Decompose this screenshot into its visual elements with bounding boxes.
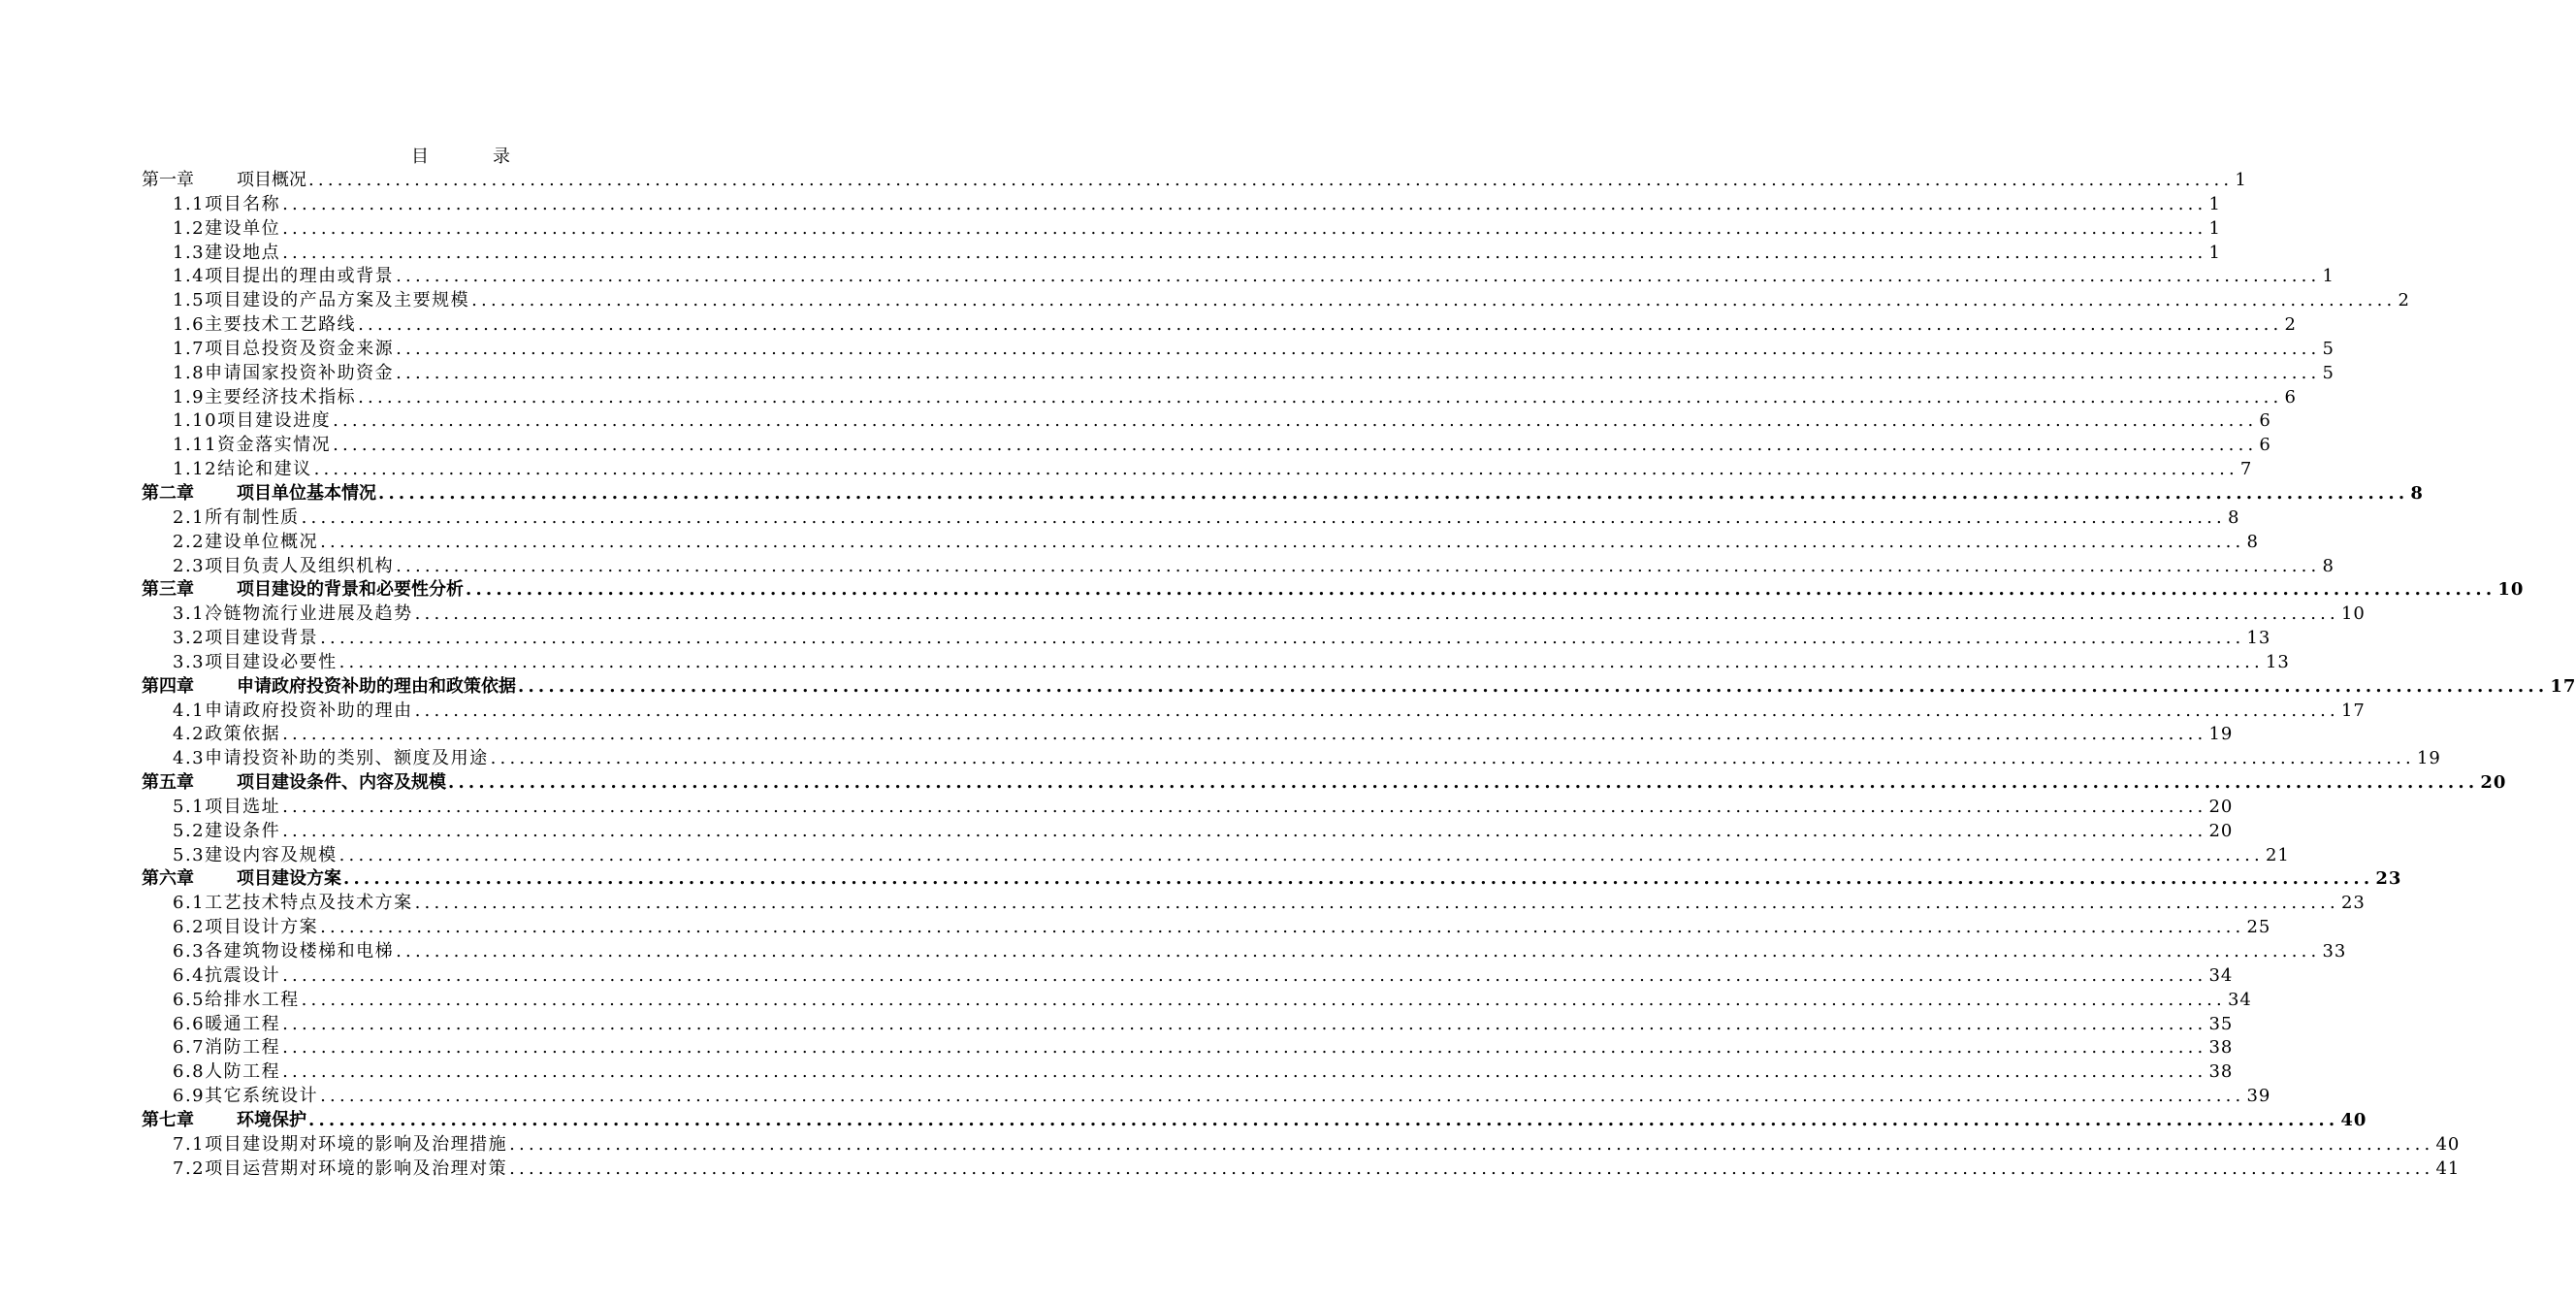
toc-leader-dots: ........................................................................................................................................................................................................ [471,290,2397,311]
toc-chapter-text: 环境保护 [237,1109,306,1130]
toc-page-number: 10 [2497,579,2525,601]
toc-leader-dots: ........................................................................................................................................................................................................ [313,459,2238,480]
toc-leader-dots: ........................................................................................................................................................................................................ [509,1133,2434,1155]
toc-leader-dots: ........................................................................................................................................................................................................ [414,700,2339,721]
toc-chapter-text: 项目概况 [237,170,306,190]
toc-chapter-text: 项目建设条件、内容及规模 [237,772,446,794]
toc-chapter-entry[interactable] [142,482,2424,506]
toc-leader-dots: ........................................................................................................................................................................................................ [282,217,2207,239]
toc-page-number: 33 [2322,941,2347,962]
toc-section-title: 6.7消防工程 [173,1037,281,1059]
toc-section-entry[interactable] [142,1036,2234,1060]
toc-page-number: 38 [2208,1037,2234,1059]
toc-page-number: 20 [2480,772,2507,794]
toc-section-title: 2.3项目负责人及组织机构 [173,555,395,576]
toc-chapter-entry[interactable] [142,771,2507,796]
toc-section-entry[interactable] [142,1060,2234,1085]
toc-chapter-title [142,169,306,193]
toc-chapter-title [142,1109,306,1133]
toc-section-title: 4.3申请投资补助的类别、额度及用途 [173,748,489,769]
toc-section-entry[interactable] [142,940,2347,964]
toc-page-number: 1 [2235,170,2247,190]
toc-section-title: 1.4项目提出的理由或背景 [173,266,395,287]
toc-page-number: 8 [2410,482,2424,504]
toc-chapter-title [142,675,516,700]
toc-section-title: 6.3各建筑物设楼梯和电梯 [173,941,395,962]
toc-section-entry[interactable] [142,362,2334,386]
toc-leader-dots: ........................................................................................................................................................................................................ [396,338,2321,359]
toc-section-title: 6.1工艺技术特点及技术方案 [173,893,413,914]
toc-section-entry[interactable] [142,386,2297,410]
toc-section-entry[interactable] [142,989,2252,1013]
toc-leader-dots: ........................................................................................................................................................................................................ [301,506,2226,528]
toc-leader-dots: ........................................................................................................................................................................................................ [518,675,2549,697]
toc-leader-dots: ........................................................................................................................................................................................................ [333,410,2258,432]
toc-chapter-title [142,482,376,506]
toc-chapter-number: 第二章 [142,482,194,504]
toc-leader-dots: ........................................................................................................................................................................................................ [282,193,2207,214]
toc-section-title: 1.2建设单位 [173,217,281,239]
toc-leader-dots: ........................................................................................................................................................................................................ [320,531,2245,552]
toc-section-entry[interactable] [142,700,2366,724]
toc-section-title: 1.8申请国家投资补助资金 [173,362,395,383]
toc-section-title: 3.1冷链物流行业进展及趋势 [173,603,413,625]
toc-leader-dots: ........................................................................................................................................................................................................ [466,579,2496,601]
toc-section-title: 6.5给排水工程 [173,989,300,1010]
toc-leader-dots: ........................................................................................................................................................................................................ [301,989,2226,1010]
toc-section-entry[interactable] [142,603,2366,627]
toc-chapter-text: 项目建设方案 [237,868,341,890]
toc-section-title: 4.1申请政府投资补助的理由 [173,700,413,721]
toc-page-number: 6 [2284,386,2297,408]
toc-chapter-number: 第六章 [142,868,194,890]
toc-page-number: 23 [2340,893,2366,914]
toc-leader-dots: ........................................................................................................................................................................................................ [396,362,2321,383]
toc-section-title: 6.2项目设计方案 [173,917,319,938]
toc-chapter-entry[interactable] [142,675,2576,700]
toc-page-number: 8 [2227,506,2240,528]
toc-page-number: 34 [2227,989,2252,1010]
toc-chapter-title [142,578,464,603]
toc-section-title: 6.4抗震设计 [173,964,281,986]
toc-section-entry[interactable] [142,892,2366,916]
toc-chapter-entry[interactable] [142,169,2247,193]
toc-chapter-entry[interactable] [142,867,2402,892]
toc-section-title: 3.2项目建设背景 [173,628,319,649]
toc-leader-dots: ........................................................................................................................................................................................................ [338,844,2264,865]
toc-leader-dots: ........................................................................................................................................................................................................ [308,170,2234,190]
toc-leader-dots: ........................................................................................................................................................................................................ [308,1109,2339,1130]
toc-leader-dots: ........................................................................................................................................................................................................ [490,748,2415,769]
toc-chapter-text: 项目建设的背景和必要性分析 [237,579,464,601]
toc-section-title: 1.7项目总投资及资金来源 [173,338,395,359]
toc-page-number: 7 [2239,459,2253,480]
toc-chapter-title [142,771,446,796]
toc-chapter-number: 第四章 [142,675,194,697]
toc-leader-dots: ........................................................................................................................................................................................................ [509,1157,2434,1179]
toc-section-title: 2.2建设单位概况 [173,531,319,552]
toc-page-number: 5 [2322,362,2334,383]
toc-section-entry[interactable] [142,555,2334,579]
toc-leader-dots: ........................................................................................................................................................................................................ [396,941,2321,962]
toc-page-number: 13 [2246,628,2271,649]
toc-page-number: 20 [2208,820,2234,841]
toc-section-entry[interactable] [142,289,2410,313]
toc-leader-dots: ........................................................................................................................................................................................................ [448,772,2479,794]
toc-section-title: 7.2项目运营期对环境的影响及治理对策 [173,1157,508,1179]
toc-leader-dots: ........................................................................................................................................................................................................ [282,1037,2207,1059]
toc-leader-dots: ........................................................................................................................................................................................................ [320,917,2245,938]
toc-leader-dots: ........................................................................................................................................................................................................ [282,1013,2207,1034]
toc-section-entry[interactable] [142,242,2221,266]
toc-page-number: 19 [2208,724,2234,745]
toc-section-entry[interactable] [142,844,2290,868]
toc-section-title: 1.1项目名称 [173,193,281,214]
toc-page-number: 8 [2246,531,2259,552]
toc-section-title: 1.12结论和建议 [173,459,312,480]
toc-section-entry[interactable] [142,265,2334,289]
toc-section-entry[interactable] [142,916,2271,940]
toc-section-entry[interactable] [142,1157,2461,1182]
toc-leader-dots: ........................................................................................................................................................................................................ [396,266,2321,287]
toc-page-number: 40 [2340,1109,2367,1130]
toc-leader-dots: ........................................................................................................................................................................................................ [396,555,2321,576]
toc-leader-dots: ........................................................................................................................................................................................................ [282,1061,2207,1083]
toc-section-title: 1.5项目建设的产品方案及主要规模 [173,290,470,311]
toc-section-entry[interactable] [142,434,2271,458]
toc-section-entry[interactable] [142,409,2271,434]
toc-page-number: 38 [2208,1061,2234,1083]
toc-page-number: 5 [2322,338,2334,359]
toc-section-entry[interactable] [142,1013,2234,1037]
toc-page-number: 17 [2340,700,2366,721]
toc-chapter-number: 第三章 [142,579,194,601]
toc-section-entry[interactable] [142,313,2297,338]
toc-chapter-number: 第五章 [142,772,194,794]
toc-chapter-number: 第七章 [142,1109,194,1130]
toc-page-number: 1 [2208,193,2221,214]
toc-section-title: 1.10项目建设进度 [173,410,332,432]
toc-chapter-title [142,867,341,892]
toc-section-entry[interactable] [142,458,2253,482]
toc-chapter-number: 第一章 [142,170,194,190]
toc-title: 目 录 [411,147,533,167]
toc-page-number: 21 [2265,844,2290,865]
toc-leader-dots: ........................................................................................................................................................................................................ [282,724,2207,745]
toc-section-title: 5.3建设内容及规模 [173,844,338,865]
toc-section-title: 1.6主要技术工艺路线 [173,314,357,336]
toc-leader-dots: ........................................................................................................................................................................................................ [320,1086,2245,1107]
toc-page-number: 19 [2416,748,2441,769]
toc-leader-dots: ........................................................................................................................................................................................................ [333,435,2258,456]
toc-page-number: 40 [2435,1133,2461,1155]
table-of-contents [142,169,2576,1181]
toc-section-entry[interactable] [142,1133,2461,1157]
toc-page-number: 2 [2398,290,2410,311]
toc-section-title: 5.2建设条件 [173,820,281,841]
toc-section-title: 6.8人防工程 [173,1061,281,1083]
toc-leader-dots: ........................................................................................................................................................................................................ [320,628,2245,649]
toc-leader-dots: ........................................................................................................................................................................................................ [343,868,2374,890]
toc-page-number: 17 [2550,675,2576,697]
toc-chapter-text: 申请政府投资补助的理由和政策依据 [237,675,516,697]
toc-section-entry[interactable] [142,796,2234,820]
toc-page-number: 39 [2246,1086,2271,1107]
toc-page-number: 25 [2246,917,2271,938]
toc-section-title: 3.3项目建设必要性 [173,651,338,672]
toc-section-entry[interactable] [142,531,2259,555]
toc-section-entry[interactable] [142,193,2221,217]
toc-page-number: 23 [2375,868,2402,890]
toc-leader-dots: ........................................................................................................................................................................................................ [282,242,2207,263]
toc-section-entry[interactable] [142,217,2221,242]
toc-section-title: 6.6暖通工程 [173,1013,281,1034]
toc-leader-dots: ........................................................................................................................................................................................................ [414,893,2339,914]
toc-page-number: 2 [2284,314,2297,336]
toc-page-number: 1 [2322,266,2334,287]
toc-leader-dots: ........................................................................................................................................................................................................ [282,796,2207,817]
toc-chapter-text: 项目单位基本情况 [237,482,376,504]
toc-section-title: 6.9其它系统设计 [173,1086,319,1107]
toc-section-entry[interactable] [142,338,2334,362]
toc-chapter-entry[interactable] [142,578,2525,603]
toc-section-title: 2.1所有制性质 [173,506,300,528]
toc-page-number: 1 [2208,242,2221,263]
toc-page-number: 6 [2259,410,2271,432]
toc-section-title: 5.1项目选址 [173,796,281,817]
toc-leader-dots: ........................................................................................................................................................................................................ [282,964,2207,986]
toc-section-entry[interactable] [142,1085,2271,1109]
toc-chapter-entry[interactable] [142,1109,2367,1133]
toc-page-number: 8 [2322,555,2334,576]
toc-page-number: 35 [2208,1013,2234,1034]
toc-leader-dots: ........................................................................................................................................................................................................ [282,820,2207,841]
toc-leader-dots: ........................................................................................................................................................................................................ [358,314,2283,336]
toc-page-number: 13 [2265,651,2290,672]
toc-page-number: 10 [2340,603,2366,625]
toc-page-number: 6 [2259,435,2271,456]
toc-section-title: 7.1项目建设期对环境的影响及治理措施 [173,1133,508,1155]
toc-section-entry[interactable] [142,747,2441,771]
toc-leader-dots: ........................................................................................................................................................................................................ [414,603,2339,625]
toc-section-entry[interactable] [142,820,2234,844]
toc-section-title: 1.9主要经济技术指标 [173,386,357,408]
toc-leader-dots: ........................................................................................................................................................................................................ [378,482,2409,504]
toc-page-number: 1 [2208,217,2221,239]
toc-section-title: 1.11资金落实情况 [173,435,332,456]
toc-section-entry[interactable] [142,964,2234,989]
toc-section-entry[interactable] [142,506,2240,531]
toc-leader-dots: ........................................................................................................................................................................................................ [338,651,2264,672]
toc-section-entry[interactable] [142,723,2234,747]
toc-page-number: 41 [2435,1157,2461,1179]
toc-page-number: 20 [2208,796,2234,817]
toc-section-entry[interactable] [142,651,2290,675]
toc-leader-dots: ........................................................................................................................................................................................................ [358,386,2283,408]
toc-page-number: 34 [2208,964,2234,986]
toc-section-title: 1.3建设地点 [173,242,281,263]
toc-section-title: 4.2政策依据 [173,724,281,745]
toc-section-entry[interactable] [142,627,2271,651]
